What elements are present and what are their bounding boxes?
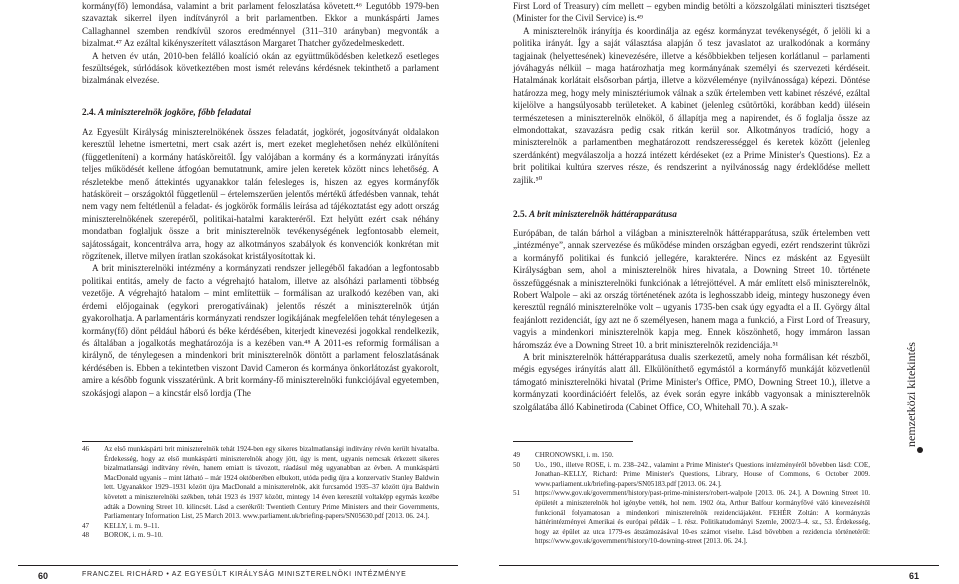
section-number: 2.5. — [513, 210, 527, 220]
side-section-label: nemzetközi kitekintés — [904, 342, 918, 447]
right-section-heading — [513, 209, 870, 221]
left-section-heading — [82, 107, 439, 119]
right-bottom-rule — [499, 565, 939, 566]
bullet-dot-icon — [917, 447, 923, 453]
right-footnotes — [513, 451, 870, 547]
right-paragraph-3: Európában, de talán bárhol a világban a miniszterelnök háttérapparátusa, szűk értelemben vett „intézménye”, annak szervezése és működése minden országban egyedi, ezért rendszerint tükrözi a kormányfő politikai és funkció jellegére, karakterére. Nincs ez másként az Egyesült Királyságban sem, ahol a miniszterelnök hires hivatala, a Downing Street 10. története összefüggésnak a miniszterelnöki funkciónak a létrejöttével. A már említett első miniszterelnök, Robert Walpole – aki az ország történetének azóta is leghosszabb ideig, mintegy huszonegy éven keresztül regnáló miniszterelnöke volt – ugyanis 1735-ben csak úgy egyadta el a II. György által feajánlott rezidenciát, így azt ne ő személyesen, hanem maga a funkció, a First Lord of Treasury, vagyis a mindenkori miniszterelnök kapja meg. Ennek köszönhető, hogy immáron lassan háromszáz éve a Downing Street 10. a brit miniszterelnök rezidenciája.⁵¹ — [513, 228, 870, 350]
right-paragraph-1: First Lord of Treasury) cím mellett – egyben mindig betölti a közszolgálati miniszteri tisztséget (Minister for the Civil Service) is.⁴⁹ — [513, 1, 870, 24]
right-page — [481, 0, 959, 584]
left-paragraph-3: Az Egyesült Királyság miniszterelnökének összes feladatát, jogkörét, jogosítványát oldalakon keresztül lehetne ismertetni, mert csak azért is, mert ezeket meglehetősen nehéz elkülöníteni (függetleníteni) a kormány hatásköreitől. Így valójában a kormány és a kormányzati irányítás teljes működését kellene átfogóan bemutatnunk, amire jelen keretek között nincs lehetőség. A részletekbe menő áttekintés ugyanakkor talán felesleges is, hiszen az egyes kormányfők hatásköreit – országoktól függetlenül – értelemszerűen jelentős mértékű átfedésben vannak, tehát nem vagy nem feltétlenül a feladat- és jogkörök formális leírása ad tájékoztatást egy adott ország miniszterelnökének szerepéről, politikai-hatalmi karakteréről. Ezt helyütt ezért csak néhány mondatban foglaljuk össze a brit miniszterelnök tevékenységének legfontosabb elemeit, sajátosságait, koncentrálva arra, hogy az alkotmányos szabályok és konvenciók konkrétan mit rögzítenek, illetve milyen íratlan szokásokat kristályosítottak ki. — [82, 127, 439, 262]
right-main-column — [513, 227, 870, 413]
right-paragraph-2: A miniszterelnök irányítja és koordinálja az egész kormányzat tevékenységét, ő jelöli ki a politika irányát. Így a saját választása alapján ő tesz javaslatot az uralkodónak a kormány tagjainak (helyettesének) kinevezésére, illetve a későbbiekben teljesen korlátlanul – parlamenti jóváhagyás nélkül – maga határozhatja meg kormányának személyi és szervezeti kérdéseit. Hatalmának korlátait elsősorban pártja, illetve a közvéleménye (nyilvánossága) képezi. Döntése határozza meg, hogy mely minisztériumok válnak a szűk értelemben vett kabinet részévé, ezáltal kijelölve a hangsúlyosabb területeket. A kabinet (jelenleg csütörtöki, korábban kedd) ülésein természetesen a miniszterelnök elnököl, ő állapítja meg a napirendet, és ő foglalja össze az elmondottakat, szavazásra pedig csak ritkán kerül sor. Alkotmányos tradíció, hogy a miniszterelnök a parlamentben meghatározott rendszerességgel és keretek között (jelenleg szerdánként) megválaszolja a hozzá intézett kérdéseket (ez a Prime Minister's Questions). Ez a brit politikai kultúra szerves része, és rendszerint a nyilvánosság nagy érdeklődése mellett zajlik.⁵⁰ — [513, 25, 870, 185]
section-number: 2.4. — [82, 108, 96, 118]
left-footnotes — [82, 445, 439, 541]
left-paragraph-4: A brit miniszterelnöki intézmény a kormányzati rendszer jellegéből fakadóan a legfontosabb politikai entitás, amely de facto a végrehajtó hatalom, illetve az alsóházi parlamenti többség vezetője. A végrehajtó hatalom – mint említettük – formálisan az uralkodó kezében van, aki érdemi előjogainak (egykori prerogatíváinak) jelentős részét a miniszterelnök útján gyakorolhatja. A parlamentáris kormányzati rendszer logikájának megfelelően tehát ténylegesen a kormány(fő) dönt például háború és béke kérdésében, kiterjedt kinevezési jogokkal rendelkezik, és általában a jogalkotás meghatározója is a kezében van.⁴⁸ A 2011-es reformig formálisan a királynő, de ténylegesen a mindenkori brit miniszterelnök döntött a parlament feloszlatásának kérdésében is. Ebben a tekintetben viszont David Cameron és kormánya önkorlátozást gyakorolt, amire a később fogunk visszatérünk. A brit kormány-fő miniszterelnöki funkciójával egyetemben, szokásjogi alapon – a kincstár első lordja (The — [82, 263, 439, 398]
page-number-right: 61 — [909, 571, 920, 581]
left-paragraph-1: kormány(fő) lemondása, valamint a brit parlament feloszlatása követett.⁴⁶ Legutóbb 1979-ben szavaztak sikerrel ilyen indítványról a brit parlamentben. Ekkor a munkáspárti James Callaghannel szemben rendkívül szoros eredménnyel (311–310 arányban) megvonták a bizalmat.⁴⁷ Az ezáltal kikényszerített választáson Margaret Thatcher győzedelmeskedett. — [82, 1, 439, 49]
footnote-rule — [82, 441, 202, 442]
footnote-49: 49 CHRONOWSKI, i. m. 150. — [513, 451, 614, 459]
left-main-column — [82, 126, 439, 399]
running-footer: FRANCZEL RICHÁRD • AZ EGYESÜLT KIRÁLYSÁG MINISZTERELNÖKI INTÉZMÉNYE — [82, 571, 407, 578]
footnote-51: 51 https://www.gov.uk/government/history/past-prime-ministers/robert-walpole [2013. 06. 24.]. A Downing Street 10. épületét a miniszterelnök hol igénybe vették, hol nem. 1902 óta, Arthur Balfour kormányfővé váló kinevezésétől funkcionál folyamatosan a mindenkori miniszterelnök rezidenciájaként. FEHÉR Zoltán: A kormányzás háttérintézményei Amerikai és európai példák – I. rész. Politikatudományi Szemle, 2002/3–4. sz., 53. Érdekesség, hogy az épület az utca 1779-es átszámozásával 10-es számot viselte. Lásd bővebben a rezidencia történetéről: https://www.gov.uk/government/history/10-downing-street [2013. 06. 24.]. — [513, 489, 870, 546]
footnote-48: 48 BOROK, i. m. 9–10. — [82, 531, 163, 540]
footnote-50: 50 Uo., 190., illetve ROSE, i. m. 238–242., valamint a Prime Minister's Questions intézményéről bővebben lásd: COE, Jonathan–KELLY, Richard: Prime Minister's Questions, Library, House of Commons, 6 October 2009. www.parliament.uk/briefing-papers/SN05183.pdf [2013. 06. 24.]. — [513, 460, 870, 488]
section-title: A brit miniszterelnök háttérapparátusa — [528, 210, 677, 220]
footnote-rule — [513, 441, 633, 442]
footnote-47: 47 KELLY, i. m. 9–11. — [82, 521, 160, 530]
section-title: A miniszterelnök jogköre, főbb feladatai — [97, 108, 252, 118]
left-paragraph-2: A hetven év után, 2010-ben felálló koalíció okán az együttműködésben keletkező esetleges feszültségek, súrlódások következtében most ismét releváns kérdésnek tekinthető a parlament bizalmának elvezése. — [82, 50, 439, 86]
footnote-46: 46 Az első munkáspárti brit miniszterelnök tehát 1924-ben egy sikeres bizalmatlansági indítvány révén került hivatalba. Érdekesség, hogy az első munkáspárti miniszterelnök ahogy jött, úgy is ment, ugyanis nemcsak érkezett sikeres bizalmatlansági indítvány révén, hanem emiatt is távozott, ráadásul még ugyanabban az évben. A munkáspárti MacDonald ugyanis – mint látható – már 1924 októberében elbukott, utóda pedig újra a konzervatív Stanley Baldwin lett. Ugyanakkor 1929–1931 között újra MacDonald a miniszterelnök, akit furcsamód 1935–37 között újra Baldwin követett a miniszterelnöki székben, tehát 1923 és 1937 között, mintegy 14 éven keresztül voltaképp egymás kezébe adták a Downing Street 10. kilincsét. Lásd a cserékről: Twentieth Century Prime Ministers and their Governments, Parliamentary Information List, 25 March 2013. www.parliament.uk/briefing-papers/SN05630.pdf [2013. 06. 24.]. — [82, 445, 439, 521]
right-paragraph-4: A brit miniszterelnök háttérapparátusa dualis szerkezetű, amely noha formálisan két részből, mégis egységes irányítás alatt áll. Elkülöníthető egymástól a kormányfő munkáját közvetlenül támogató miniszterelnöki hivatal (Prime Minister's Office, PMO, Downing Street 10.), illetve a kormányzati koordinációért felelős, az évek során egyre inkább vagyonsak a miniszterelnök szolgálatába álló Kabinetiroda (Cabinet Office, CO, Whitehall 70.). A szak- — [513, 352, 870, 412]
right-top-column — [513, 0, 870, 186]
left-top-column — [82, 0, 439, 87]
left-bottom-rule — [18, 565, 458, 566]
page-number-left: 60 — [38, 571, 49, 581]
